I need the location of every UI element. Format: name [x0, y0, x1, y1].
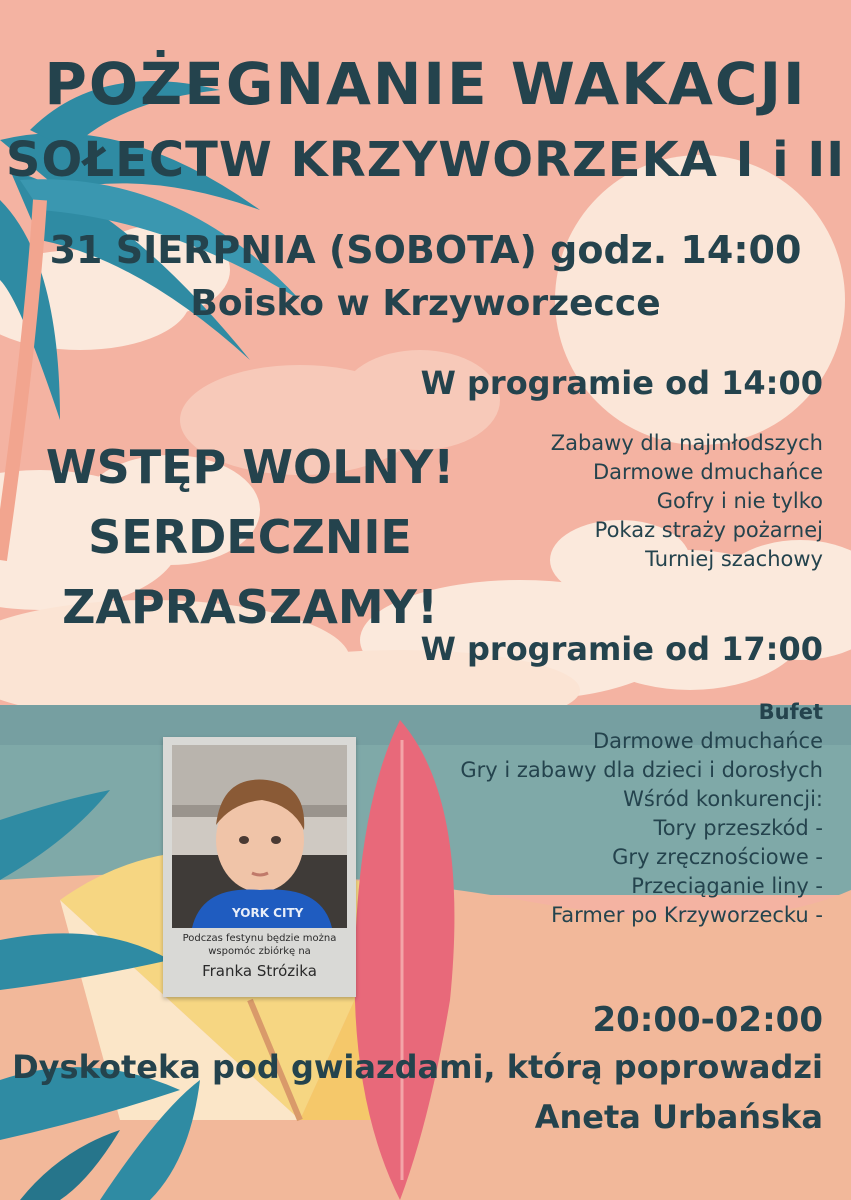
photo-caption-line1: Podczas festynu będzie można [182, 933, 337, 944]
list-item: Darmowe dmuchańce [593, 460, 823, 484]
title-line2: SOŁECTW KRZYWORZEKA I i II [5, 132, 846, 188]
list-item: Gofry i nie tylko [656, 489, 823, 513]
list-item: Zabawy dla najmłodszych [550, 431, 823, 455]
list-item: Bufet [758, 700, 823, 724]
event-date-time: 31 SIERPNIA (SOBOTA) godz. 14:00 [49, 228, 802, 272]
disco-line1: Dyskoteka pod gwiazdami, którą poprowadzi [12, 1048, 823, 1086]
entry-free-line: WSTĘP WOLNY! [45, 440, 455, 494]
entry-invite-line2: ZAPRASZAMY! [62, 580, 438, 634]
photo-card [163, 737, 356, 997]
program-14-heading: W programie od 14:00 [420, 364, 823, 402]
list-item: Farmer po Krzyworzecku - [551, 903, 823, 927]
program-17-list [460, 698, 823, 930]
list-item: Wśród konkurencji: [623, 787, 823, 811]
photo-caption-line2: wspomóc zbiórkę na [208, 946, 311, 957]
shirt-text: YORK CITY [232, 906, 304, 920]
list-item: Turniej szachowy [645, 547, 823, 571]
photo-caption-name: Franka Strózika [202, 962, 317, 980]
program-14-list [551, 429, 823, 574]
list-item: Przeciąganie liny - [631, 874, 823, 898]
list-item: Gry zręcznościowe - [612, 845, 823, 869]
list-item: Darmowe dmuchańce [593, 729, 823, 753]
disco-time: 20:00-02:00 [592, 1000, 823, 1040]
disco-host: Aneta Urbańska [534, 1098, 823, 1136]
event-location: Boisko w Krzyworzecce [190, 283, 661, 324]
title-line1: POŻEGNANIE WAKACJI [44, 50, 807, 118]
child-photo [172, 745, 347, 928]
list-item: Pokaz straży pożarnej [594, 518, 823, 542]
list-item: Gry i zabawy dla dzieci i dorosłych [460, 758, 823, 782]
program-17-heading: W programie od 17:00 [420, 630, 823, 668]
list-item: Tory przeszkód - [653, 816, 823, 840]
entry-invite-line1: SERDECZNIE [88, 510, 412, 564]
